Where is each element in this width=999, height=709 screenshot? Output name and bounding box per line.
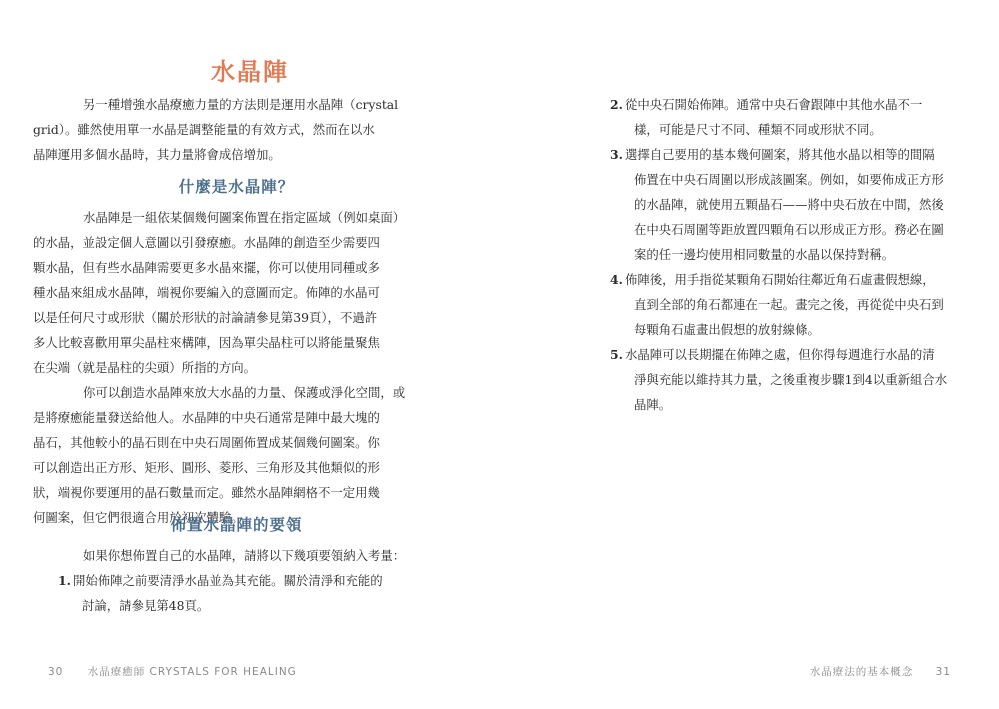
list-number: 2. — [610, 97, 623, 112]
text-line: 種水晶來組成水晶陣，端視你要編入的意圖而定。佈陣的水晶可 — [33, 285, 380, 300]
text-line: 狀，端視你要運用的晶石數量而定。雖然水晶陣網格不一定用幾 — [33, 485, 380, 500]
text-line: 在尖端（就是晶柱的尖頭）所指的方向。 — [33, 360, 257, 375]
text-line: 案的任一邊均使用相同數量的水晶以保持對稱。 — [634, 247, 895, 262]
text-line: 的水晶陣，就使用五顆晶石——將中央石放在中間，然後 — [634, 197, 944, 212]
text-line: 水晶陣可以長期擺在佈陣之處，但你得每週進行水晶的清 — [624, 347, 935, 362]
page-number: 30 — [48, 666, 64, 678]
text-line: 佈陣後，用手指從某顆角石開始往鄰近角石虛畫假想線， — [624, 272, 935, 287]
text-line: 佈置在中央石周圍以形成該圖案。例如，如要佈成正方形 — [634, 172, 944, 187]
text-line: 可以創造出正方形、矩形、圓形、菱形、三角形及其他類似的形 — [33, 460, 380, 475]
text-line: 是將療癒能量發送給他人。水晶陣的中央石通常是陣中最大塊的 — [33, 410, 380, 425]
section-setup-tips — [58, 513, 415, 538]
tips-list-right-block — [610, 92, 950, 417]
list-number: 5. — [610, 347, 623, 362]
text-line: 的水晶，並設定個人意圖以引發療癒。水晶陣的創造至少需要四 — [33, 235, 380, 250]
list-item — [58, 568, 415, 618]
section1-body — [33, 205, 415, 530]
list-number: 4. — [610, 272, 623, 287]
text-line: 你可以創造水晶陣來放大水晶的力量、保護或淨化空間，或 — [83, 385, 406, 400]
section1-paragraph-1 — [33, 205, 415, 380]
page-number: 31 — [935, 666, 951, 678]
text-line: 開始佈陣之前要清淨水晶並為其充能。關於清淨和充能的 — [72, 573, 383, 588]
chapter-title: 水晶陣 — [211, 58, 289, 86]
list-item — [610, 92, 950, 142]
text-line: 在中央石周圍等距放置四顆角石以形成正方形。務必在圖 — [634, 222, 944, 237]
list-item — [610, 267, 950, 342]
text-line: 選擇自己要用的基本幾何圖案，將其他水晶以相等的間隔 — [624, 147, 935, 162]
running-title: 水晶療法的基本概念 — [809, 666, 914, 678]
text-line: grid）。雖然使用單一水晶是調整能量的有效方式，然而在以水 — [33, 122, 375, 137]
section1-paragraph-2 — [33, 380, 415, 530]
list-number: 1. — [58, 573, 71, 588]
text-line: 何圖案，但它們很適合用於初次體驗。 — [33, 510, 244, 525]
text-line: 晶陣運用多個水晶時，其力量將會成倍增加。 — [33, 147, 281, 162]
list-number: 3. — [610, 147, 623, 162]
text-line: 水晶陣是一組依某個幾何圖案佈置在指定區域（例如桌面） — [83, 210, 406, 225]
section-heading: 什麼是水晶陣？ — [178, 178, 295, 196]
text-line: 多人比較喜歡用單尖晶柱來構陣，因為單尖晶柱可以將能量聚焦 — [33, 335, 380, 350]
text-line: 從中央石開始佈陣。通常中央石會跟陣中其他水晶不一 — [624, 97, 923, 112]
intro-paragraph — [33, 92, 415, 167]
footer-right — [810, 664, 951, 679]
section2-intro: 如果你想佈置自己的水晶陣，請將以下幾項要領納入考量： — [83, 548, 406, 563]
text-line: 討論，請參見第48頁。 — [82, 598, 210, 613]
footer-left — [48, 664, 297, 679]
running-title: 水晶療癒師 CRYSTALS FOR HEALING — [87, 666, 297, 678]
text-line: 樣，可能是尺寸不同、種類不同或形狀不同。 — [634, 122, 882, 137]
text-line: 另一種增強水晶療癒力量的方法則是運用水晶陣（crystal — [83, 97, 399, 112]
text-line: 淨與充能以維持其力量，之後重複步驟1到4以重新組合水 — [634, 372, 948, 387]
section-heading: 佈置水晶陣的要領 — [170, 516, 303, 534]
text-line: 直到全部的角石都連在一起。畫完之後，再從從中央石到 — [634, 297, 944, 312]
text-line: 每顆角石虛畫出假想的放射線條。 — [634, 322, 820, 337]
intro-block — [33, 92, 415, 167]
text-line: 晶陣。 — [634, 397, 672, 412]
section-what-is-grid — [58, 175, 415, 200]
tips-list-right — [610, 92, 950, 417]
list-item — [610, 342, 950, 417]
text-line: 晶石，其他較小的晶石則在中央石周圍佈置成某個幾何圖案。你 — [33, 435, 380, 450]
list-item — [610, 142, 950, 267]
text-line: 以是任何尺寸或形狀（關於形狀的討論請參見第39頁），不過許 — [33, 310, 378, 325]
section2-body — [58, 543, 415, 618]
tips-list-left — [58, 568, 415, 618]
text-line: 顆水晶，但有些水晶陣需要更多水晶來擺，你可以使用同種或多 — [33, 260, 380, 275]
